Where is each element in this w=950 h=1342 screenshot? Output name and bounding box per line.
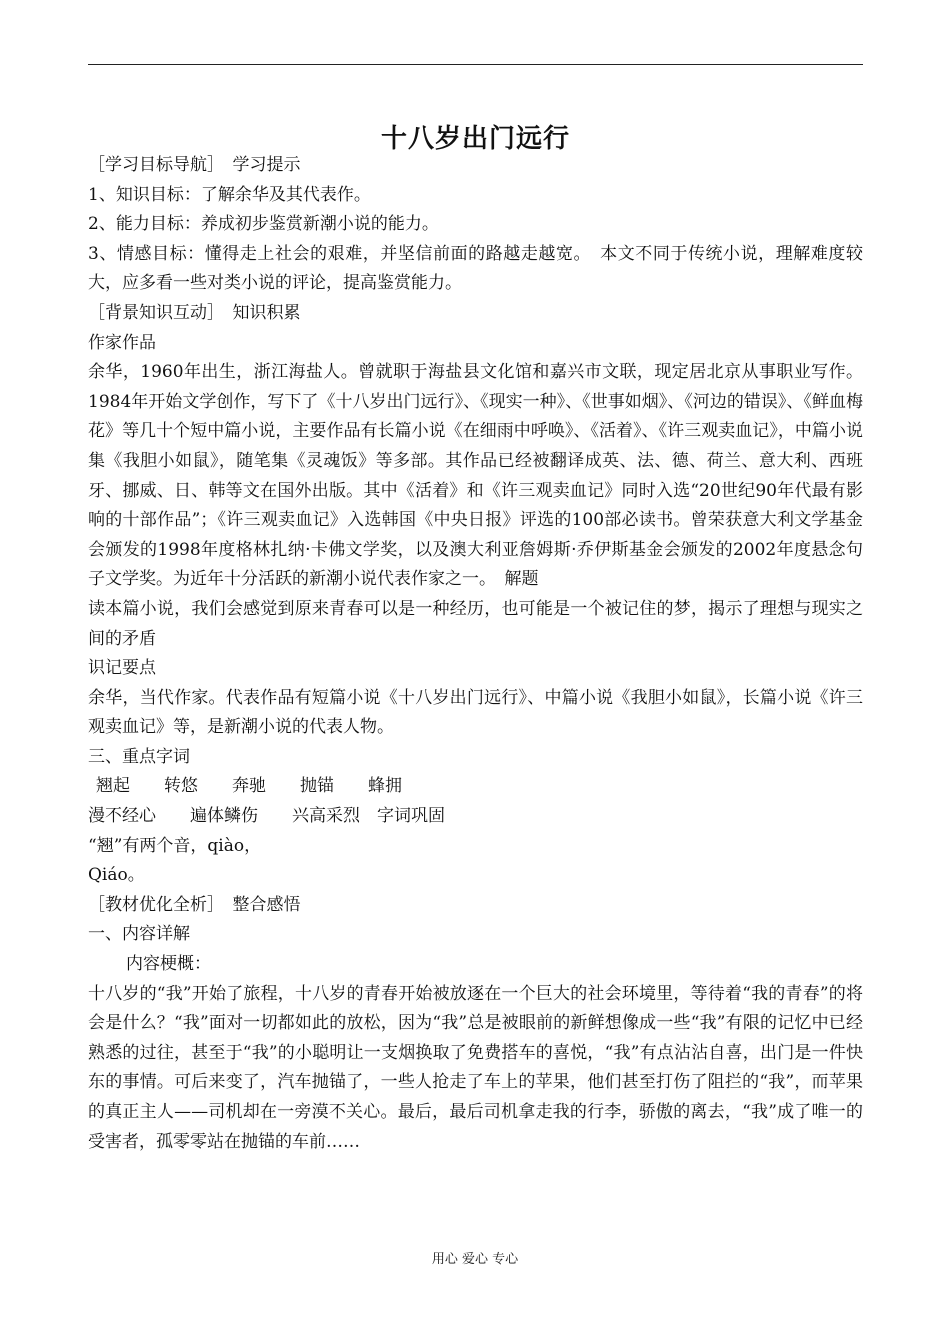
key-words-line-1: 翘起 转悠 奔驰 抛锚 蜂拥 [96, 776, 402, 797]
subheading-summary: 内容梗概： [126, 954, 211, 975]
section-heading-goals: ［学习目标导航］ 学习提示 [88, 155, 301, 175]
goal-ability: 2、能力目标：养成初步鉴赏新潮小说的能力。 [88, 214, 439, 235]
subheading-works: 作家作品 [88, 332, 156, 353]
goal-knowledge: 1、知识目标：了解余华及其代表作。 [88, 184, 371, 205]
title-explanation-paragraph: 读本篇小说，我们会感觉到原来青春可以是一种经历，也可能是一个被记住的梦，揭示了理想与现实之间的矛盾 [88, 598, 863, 649]
summary-paragraph: 十八岁的“我”开始了旅程，十八岁的青春开始被放逐在一个巨大的社会环境里，等待着“我的青春”的将会是什么？“我”面对一切都如此的放松，因为“我”总是被眼前的新鲜想像成一些“我”有限的记忆中已经熟悉的过往，甚至于“我”的小聪明让一支烟换取了免费搭车的喜悦，“我”有点沾沾自喜，出门是一件快东的事情。可后来变了，汽车抛锚了，一些人抢走了车上的苹果，他们甚至打伤了阻拦的“我”，而苹果的真正主人——司机却在一旁漠不关心。最后，最后司机拿走我的行李，骄傲的离去，“我”成了唯一的受害者，孤零零站在抛锚的车前…… [88, 983, 863, 1152]
document-body [88, 151, 863, 1157]
key-points-paragraph: 余华，当代作家。代表作品有短篇小说《十八岁出门远行》、中篇小说《我胆小如鼠》，长篇小说《许三观卖血记》等，是新潮小说的代表人物。 [88, 687, 863, 738]
pronunciation-line-1: “翘”有两个音，qiào， [88, 835, 262, 856]
section-heading-background: ［背景知识互动］ 知识积累 [88, 302, 301, 323]
key-words-line-2: 漫不经心 遍体鳞伤 兴高采烈 字词巩固 [88, 806, 445, 827]
goal-emotion: 3、情感目标：懂得走上社会的艰难，并坚信前面的路越走越宽。 本文不同于传统小说，理解难度较大，应多看一些对类小说的评论，提高鉴赏能力。 [88, 243, 863, 294]
section-heading-analysis: ［教材优化全析］ 整合感悟 [88, 894, 301, 915]
subheading-key-points: 识记要点 [88, 658, 156, 679]
author-bio-paragraph: 余华，1960年出生，浙江海盐人。曾就职于海盐县文化馆和嘉兴市文联，现定居北京从事职业写作。1984年开始文学创作，写下了《十八岁出门远行》、《现实一种》、《世事如烟》、《河边的错误》、《鲜血梅花》等几十个短中篇小说，主要作品有长篇小说《在细雨中呼唤》、《活着》、《许三观卖血记》，中篇小说集《我胆小如鼠》，随笔集《灵魂饭》等多部。其作品已经被翻译成英、法、德、荷兰、意大利、西班牙、挪威、日、韩等文在国外出版。其中《活着》和《许三观卖血记》同时入选“20世纪90年代最有影响的十部作品”；《许三观卖血记》入选韩国《中央日报》评选的100部必读书。曾荣获意大利文学基金会颁发的1998年度格林扎纳·卡佛文学奖，以及澳大利亚詹姆斯·乔伊斯基金会颁发的2002年度悬念句子文学奖。为近年十分活跃的新潮小说代表作家之一。 解题 [88, 362, 863, 590]
subheading-key-words: 三、重点字词 [88, 746, 190, 767]
page-footer: 用心 爱心 专心 [431, 1252, 519, 1267]
header-rule [88, 64, 863, 65]
pronunciation-line-2: Qiáo。 [88, 865, 145, 886]
document-title: 十八岁出门远行 [380, 124, 570, 154]
subheading-content-detail: 一、内容详解 [88, 924, 190, 945]
